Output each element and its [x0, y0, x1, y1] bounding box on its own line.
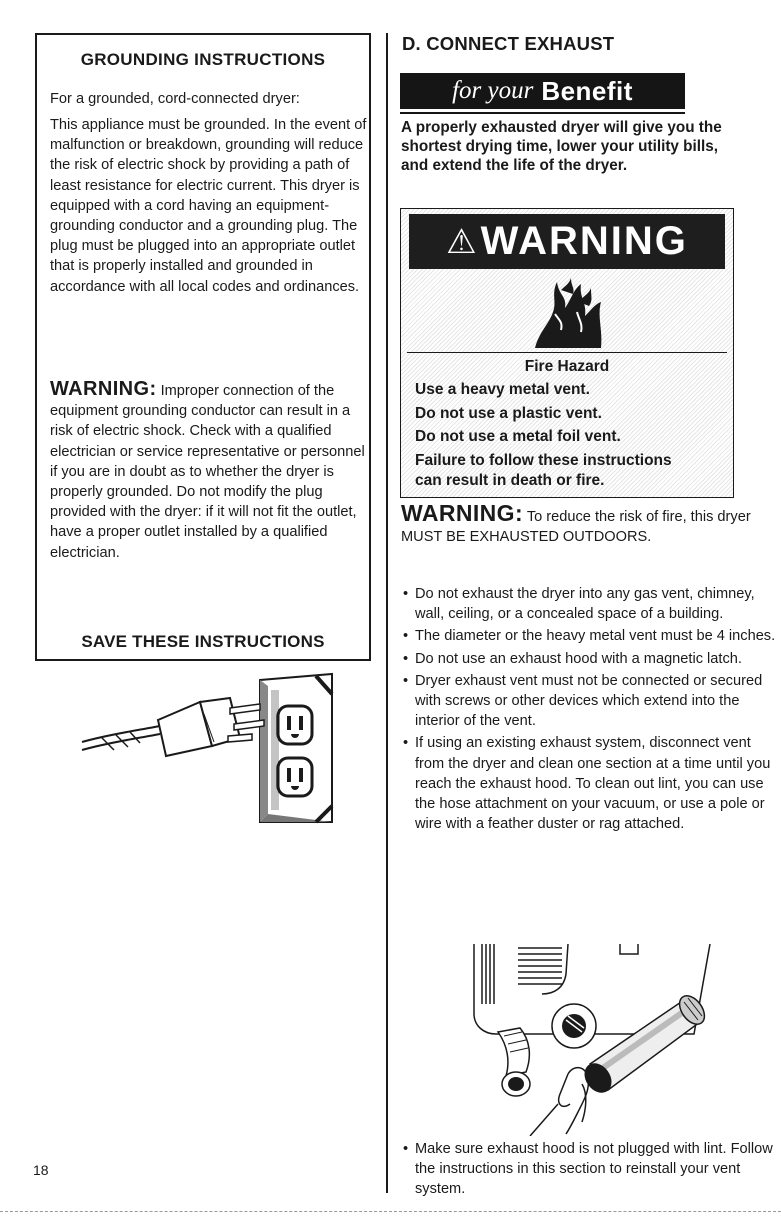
- list-item: • Do not use an exhaust hood with a magnetic latch.: [401, 649, 781, 669]
- grounding-instructions-box: [35, 33, 371, 661]
- fire-hazard-title: Fire Hazard: [524, 358, 610, 375]
- warning-label: WARNING:: [401, 500, 524, 526]
- vent-cleaning-illustration: [470, 944, 730, 1136]
- benefit-rule: [400, 112, 685, 114]
- fire-warning-box: [400, 208, 734, 498]
- grounding-intro: For a grounded, cord-connected dryer:: [50, 91, 300, 107]
- hazard-line: Do not use a metal foil vent.: [415, 428, 621, 445]
- grounding-body: This appliance must be grounded. In the event of malfunction or breakdown, grounding will reduce the risk of electric shock by providing a path of least resistance for electric current. This dryer is equipped with a cord having an equipment-grounding conductor and a grounding plug. The plug must be plugged into an appropriate outlet that is properly installed and grounded in accordance with all local codes and ordinances.: [50, 117, 367, 295]
- warning-triangle-icon: ⚠: [446, 222, 479, 261]
- fire-icon: [531, 272, 605, 350]
- warning-banner-text: WARNING: [480, 219, 688, 263]
- list-item: • Make sure exhaust hood is not plugged with lint. Follow the instructions in this section to reinstall your vent system.: [401, 1139, 781, 1200]
- page-bottom-rule: [0, 1211, 781, 1212]
- warning-label: WARNING:: [50, 378, 157, 400]
- exhaust-warning-text: To reduce the risk of fire, this dryer MUST BE EXHAUSTED OUTDOORS.: [401, 509, 751, 546]
- grounding-warning: [50, 379, 370, 563]
- grounding-title: GROUNDING INSTRUCTIONS: [80, 50, 326, 69]
- list-item: • If using an existing exhaust system, disconnect vent from the dryer and clean one section at a time until you reach the exhaust hood. To clean out lint, you can use the hose attachment on your vacuum, or use a pole or wire with a feather duster or rag attached.: [401, 733, 781, 834]
- benefit-text: A properly exhausted dryer will give you the shortest drying time, lower your utility bills, and extend the life of the dryer.: [401, 119, 722, 175]
- list-item: • Dryer exhaust vent must not be connected or secured with screws or other devices which extend into the interior of the vent.: [401, 671, 781, 732]
- hazard-line: can result in death or fire.: [415, 472, 605, 489]
- benefit-badge: [400, 73, 685, 109]
- grounding-warning-text: Improper connection of the equipment grounding conductor can result in a risk of electric shock. Check with a qualified electrician or service representative or personnel if you are in doubt as to whether the dryer is properly grounded. Do not modify the plug provided with the dryer: if it will not fit the outlet, have a proper outlet installed by a qualified electrician.: [50, 383, 365, 561]
- list-item: • The diameter or the heavy metal vent must be 4 inches.: [401, 626, 781, 646]
- warning-separator: [407, 352, 727, 353]
- section-title: D. CONNECT EXHAUST: [402, 33, 615, 54]
- hazard-line: Do not use a plastic vent.: [415, 405, 602, 422]
- fire-warning-text: [401, 500, 781, 547]
- warning-banner: [409, 214, 725, 269]
- page-number: 18: [33, 1162, 49, 1178]
- hazard-line: Use a heavy metal vent.: [415, 381, 590, 398]
- column-divider: [386, 33, 388, 1193]
- save-instructions: SAVE THESE INSTRUCTIONS: [81, 632, 325, 651]
- exhaust-bullet-list: [401, 584, 781, 836]
- plug-outlet-illustration: [80, 672, 350, 832]
- benefit-for: for your: [452, 77, 534, 104]
- hazard-line: Failure to follow these instructions: [415, 452, 672, 469]
- list-item: • Do not exhaust the dryer into any gas vent, chimney, wall, ceiling, or a concealed space of a building.: [401, 584, 781, 624]
- benefit-word: Benefit: [541, 75, 633, 106]
